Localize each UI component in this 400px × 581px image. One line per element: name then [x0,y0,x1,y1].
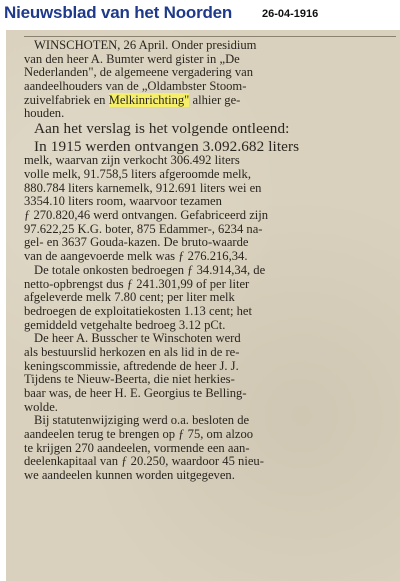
page-header [0,0,400,30]
article-line: afgeleverde melk 7.80 cent; per liter melk [24,290,235,305]
article-line: Tijdens te Nieuw-Beerta, die niet herkies- [24,372,235,387]
article-line: netto-opbrengst dus ƒ 241.301,99 of per liter [24,276,250,291]
newspaper-title: Nieuwsblad van het Noorden [4,3,233,22]
article-line: te krijgen 270 aandeelen, vormende een aan- [24,440,250,455]
article-line: aandeelhouders van de „Oldambster Stoom- [24,79,247,94]
article-line-highlight [24,94,396,108]
article-body [24,39,396,483]
article-line: In 1915 werden ontvangen 3.092.682 liters [34,137,300,155]
article-line: gemiddeld vetgehalte bedroeg 3.12 pCt. [24,317,226,332]
article-line: De heer A. Busscher te Winschoten werd [34,331,241,346]
article-line: keningscommissie, aftredende de heer J. J. [24,358,239,373]
article-line: 3354.10 liters room, waarvoor tezamen [24,194,222,209]
article-line: volle melk, 91.758,5 liters afgeroomde melk, [24,167,251,181]
article-line: 880.784 liters karnemelk, 912.691 liters wei en [24,180,262,195]
article-line: we aandeelen kunnen worden uitgegeven. [24,468,235,483]
article-line: Aan het verslag is het volgende ontleend: [34,120,290,138]
column-rule [24,36,396,37]
newspaper-clipping [6,30,400,581]
article-line: Bij statutenwijziging werd o.a. besloten de [34,413,250,428]
article-line: 97.622,25 K.G. boter, 875 Edammer-, 6234 na- [24,221,263,236]
article-line: WINSCHOTEN, 26 April. Onder presidium [34,38,257,52]
article-line-start: zuivelfabriek en [24,92,109,107]
article-line: De totale onkosten bedroegen ƒ 34.914,34, de [34,262,266,277]
article-line: gel- en 3637 Gouda-kazen. De bruto-waarde [24,235,249,250]
publication-date: 26-04-1916 [262,8,319,20]
article-line: van de aangevoerde melk was ƒ 276.216,34. [24,249,248,264]
article-line: aandeelen terug te brengen op ƒ 75, om alzoo [24,427,254,442]
article-line: melk, waarvan zijn verkocht 306.492 liters [24,153,240,168]
article-line: Nederlanden", de algemeene vergadering van [24,65,254,80]
article-line: van den heer A. Bumter werd gister in „De [24,51,240,66]
article-line: baar was, de heer H. E. Georgius te Belling- [24,386,247,400]
article-line: wolde. [24,399,58,414]
article-line: houden. [24,106,65,121]
highlighted-term: Melkinrichting" [108,92,190,107]
article-line-end: alhier ge- [189,92,241,107]
article-line: deelenkapitaal van ƒ 20.250, waardoor 45 nieu- [24,454,264,469]
article-line: als bestuurslid herkozen en als lid in de re- [24,344,240,359]
article-line: ƒ 270.820,46 werd ontvangen. Gefabriceerd zijn [24,208,269,223]
article-line: bedroegen de exploitatiekosten 1.13 cent; het [24,303,253,318]
